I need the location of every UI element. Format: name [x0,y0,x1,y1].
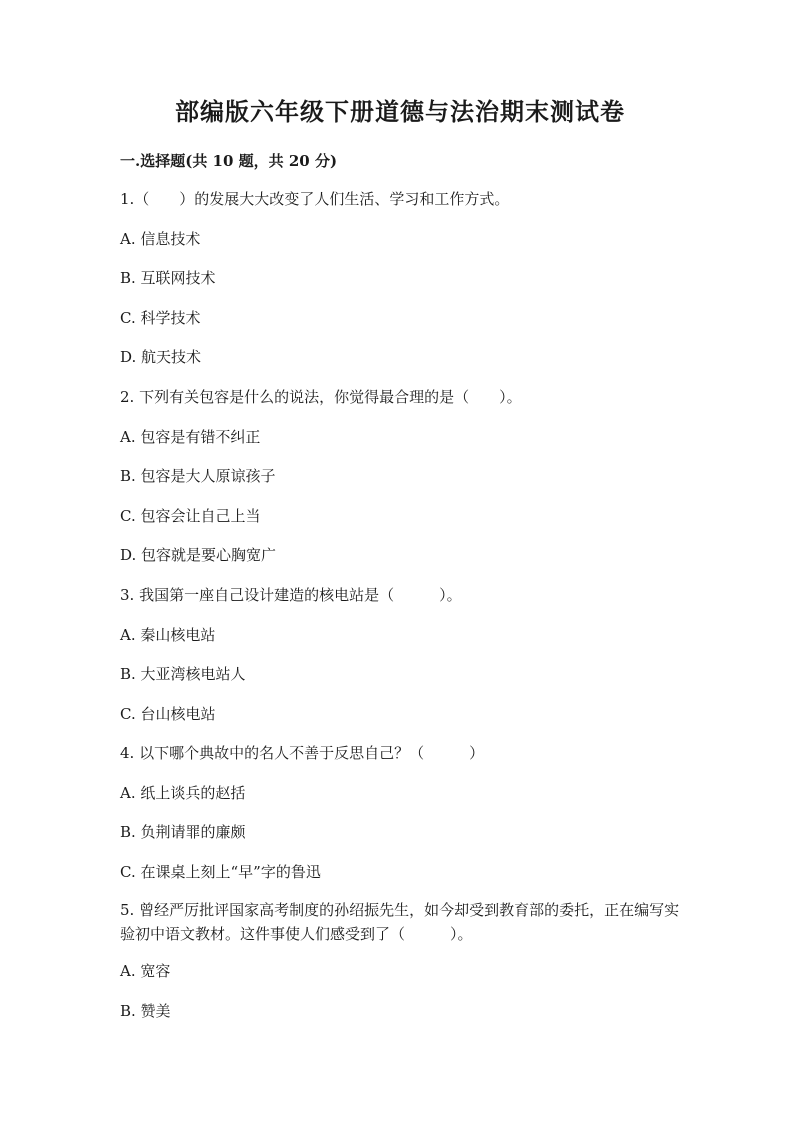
section-heading: 一.选择题(共 10 题，共 20 分) [120,152,338,170]
question-5-option-a: A. 宽容 [120,962,171,980]
question-2-option-c: C. 包容会让自己上当 [120,507,261,525]
question-1-option-a: A. 信息技术 [120,230,201,248]
question-2-option-b: B. 包容是大人原谅孩子 [120,467,276,485]
question-4-option-a: A. 纸上谈兵的赵括 [120,784,246,802]
question-3-option-b: B. 大亚湾核电站人 [120,665,246,683]
question-4-option-b: B. 负荆请罪的廉颇 [120,823,246,841]
question-5-stem: 5. 曾经严厉批评国家高考制度的孙绍振先生，如今却受到教育部的委托，正在编写实验初中语文教材。这件事使人们感受到了（ ）。 [120,901,680,943]
question-3-stem: 3. 我国第一座自己设计建造的核电站是（ ）。 [120,586,462,604]
page-title: 部编版六年级下册道德与法治期末测试卷 [175,97,625,126]
question-1-option-b: B. 互联网技术 [120,269,216,287]
question-5-option-b: B. 赞美 [120,1002,171,1020]
question-3-option-c: C. 台山核电站 [120,705,216,723]
question-2-stem: 2. 下列有关包容是什么的说法，你觉得最合理的是（ ）。 [120,388,522,406]
question-4-option-c: C. 在课桌上刻上“早”字的鲁迅 [120,863,321,881]
question-1-stem: 1.（ ）的发展大大改变了人们生活、学习和工作方式。 [120,190,510,208]
question-3-option-a: A. 秦山核电站 [120,626,216,644]
question-2-option-d: D. 包容就是要心胸宽广 [120,546,277,564]
question-1-option-c: C. 科学技术 [120,309,201,327]
question-1-option-d: D. 航天技术 [120,348,202,366]
question-4-stem: 4. 以下哪个典故中的名人不善于反思自己？（ ） [120,744,485,762]
question-2-option-a: A. 包容是有错不纠正 [120,428,261,446]
